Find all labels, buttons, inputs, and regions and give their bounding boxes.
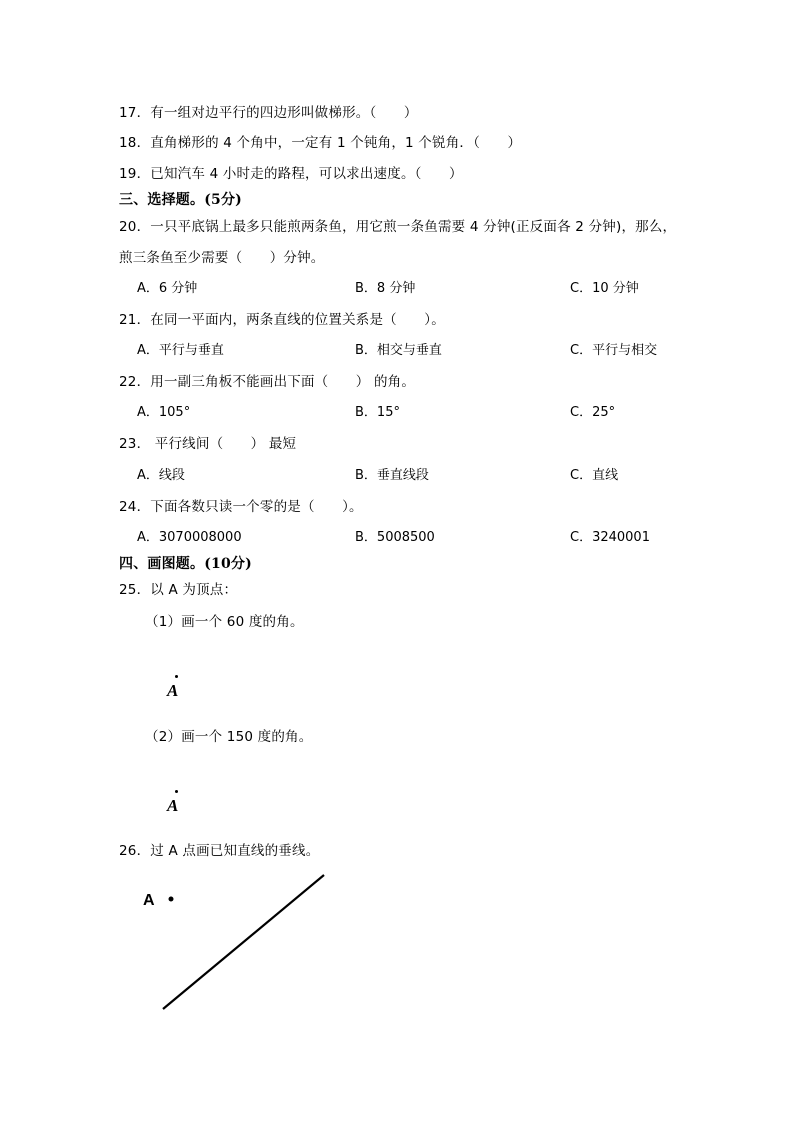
q20-option-b: B．8 分钟 bbox=[355, 281, 416, 296]
q21-option-b: B．相交与垂直 bbox=[355, 343, 442, 358]
question-21: 21．在同一平面内，两条直线的位置关系是（ ）。 bbox=[119, 312, 445, 328]
q20-option-a: A．6 分钟 bbox=[137, 281, 198, 296]
question-25-part2: （2）画一个 150 度的角。 bbox=[145, 729, 313, 745]
judgement-q17: 17．有一组对边平行的四边形叫做梯形。（ ） bbox=[119, 105, 418, 121]
q22-option-a: A．105° bbox=[137, 405, 191, 420]
figure-point-a-dot bbox=[169, 897, 174, 902]
question-23: 23． 平行线间（ ） 最短 bbox=[119, 436, 297, 452]
point-a-dot-1 bbox=[175, 675, 178, 678]
question-26: 26．过 A 点画已知直线的垂线。 bbox=[119, 843, 320, 859]
q23-option-c: C．直线 bbox=[570, 468, 619, 483]
judgement-q18: 18．直角梯形的 4 个角中，一定有 1 个钝角，1 个锐角．（ ） bbox=[119, 135, 522, 151]
point-a-label-1: A bbox=[167, 681, 179, 700]
question-20-line1: 20．一只平底锅上最多只能煎两条鱼，用它煎一条鱼需要 4 分钟(正反面各 2 分钟)，那么， bbox=[119, 219, 677, 235]
q22-option-c: C．25° bbox=[570, 405, 616, 420]
q23-option-b: B．垂直线段 bbox=[355, 468, 429, 483]
perpendicular-figure bbox=[120, 860, 350, 1020]
q21-option-a: A．平行与垂直 bbox=[137, 343, 224, 358]
given-line bbox=[163, 875, 324, 1009]
section-title-choice: 三、选择题。(5分) bbox=[119, 192, 242, 208]
q21-option-c: C．平行与相交 bbox=[570, 343, 658, 358]
q24-option-a: A．3070008000 bbox=[137, 530, 242, 545]
q24-option-b: B．5008500 bbox=[355, 530, 435, 545]
q24-option-c: C．3240001 bbox=[570, 530, 650, 545]
question-24: 24．下面各数只读一个零的是（ ）。 bbox=[119, 499, 363, 515]
judgement-q19: 19．已知汽车 4 小时走的路程，可以求出速度。（ ） bbox=[119, 166, 463, 182]
question-22: 22．用一副三角板不能画出下面（ ） 的角。 bbox=[119, 374, 416, 390]
question-25-part1: （1）画一个 60 度的角。 bbox=[145, 614, 304, 630]
point-a-dot-2 bbox=[175, 790, 178, 793]
q20-option-c: C．10 分钟 bbox=[570, 281, 639, 296]
question-20-line2: 煎三条鱼至少需要（ ）分钟。 bbox=[119, 250, 325, 266]
q23-option-a: A．线段 bbox=[137, 468, 185, 483]
figure-point-a-label: A bbox=[143, 892, 155, 909]
section-title-drawing: 四、画图题。(10分) bbox=[119, 556, 252, 572]
point-a-label-2: A bbox=[167, 796, 179, 815]
question-25: 25．以 A 为顶点： bbox=[119, 582, 238, 598]
q22-option-b: B．15° bbox=[355, 405, 400, 420]
